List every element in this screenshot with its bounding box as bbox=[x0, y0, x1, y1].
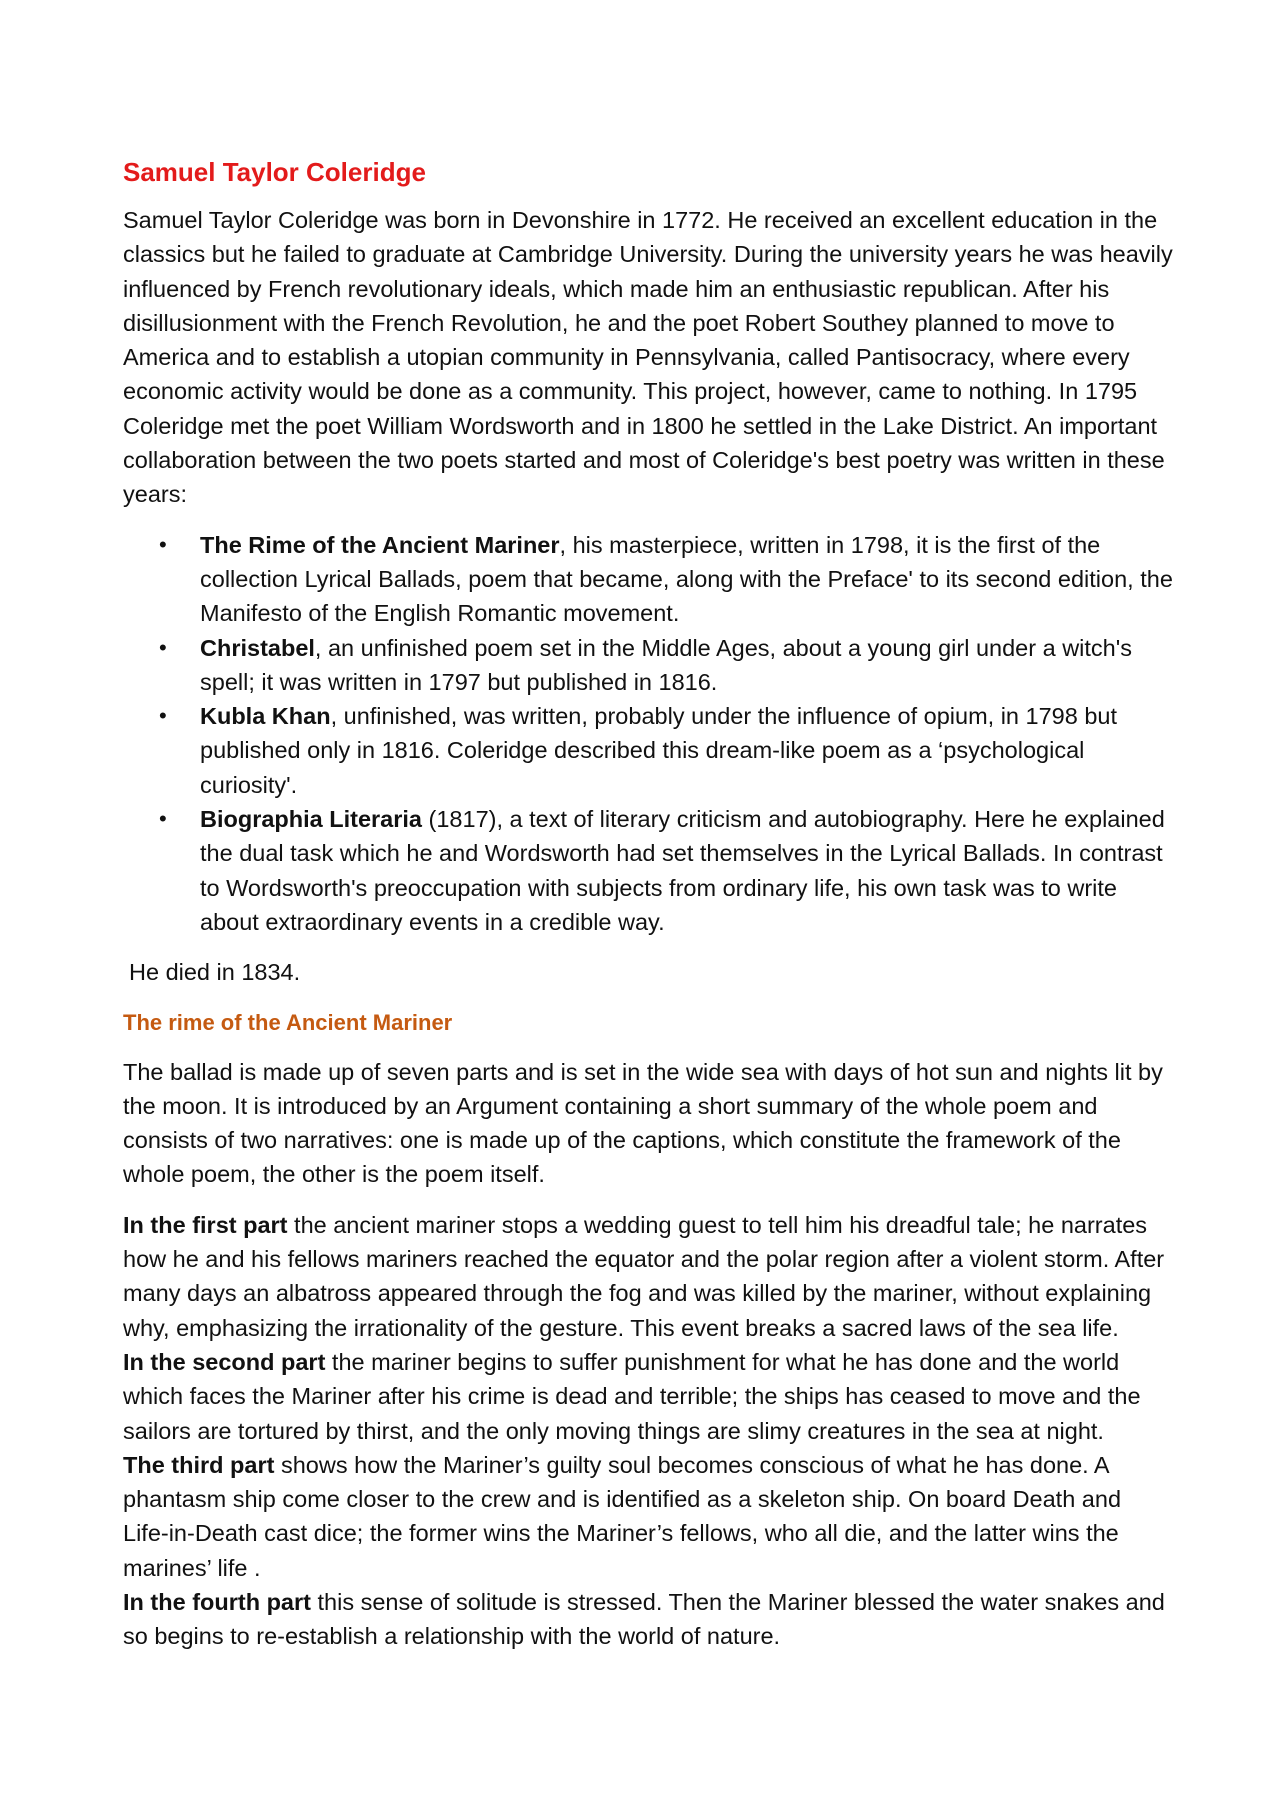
part-text: shows how the Mariner’s guilty soul becomes conscious of what he has done. A phantasm ship come closer to the crew and is identified as a skeleton ship. On board Death and Life-in-Death cast dice; the former wins the Mariner’s fellows, who all die, and the latter wins the marines’ life . bbox=[123, 1451, 1122, 1581]
bullet-icon: • bbox=[159, 531, 167, 557]
works-list bbox=[123, 528, 1173, 940]
work-description: , unfinished, was written, probably under the influence of opium, in 1798 but published only in 1816. Coleridge described this dream-like poem as a ‘psychological curiosity'. bbox=[200, 703, 1117, 798]
list-item bbox=[123, 802, 1173, 939]
parts-section bbox=[123, 1208, 1173, 1654]
list-item bbox=[123, 528, 1173, 631]
bullet-icon: • bbox=[159, 634, 167, 660]
bullet-icon: • bbox=[159, 806, 167, 832]
document-page bbox=[123, 154, 1173, 1654]
part-text: the mariner begins to suffer punishment for what he has done and the world which faces the Mariner after his crime is dead and terrible; the ships has ceased to move and the sailors are tortured by thirst, and the only moving things are slimy creatures in the sea at night. bbox=[123, 1348, 1141, 1444]
part-label: In the fourth part bbox=[123, 1588, 311, 1615]
intro-paragraph: Samuel Taylor Coleridge was born in Devonshire in 1772. He received an excellent education in the classics but he failed to graduate at Cambridge University. During the university years he was heavily influenced by French revolutionary ideals, which made him an enthusiastic republican. After his disillusionment with the French Revolution, he and the poet Robert Southey planned to move to America and to establish a utopian community in Pennsylvania, called Pantisocracy, where every economic activity would be done as a community. This project, however, came to nothing. In 1795 Coleridge met the poet William Wordsworth and in 1800 he settled in the Lake District. An important collaboration between the two poets started and most of Coleridge's best poetry was written in these years: bbox=[123, 207, 1173, 508]
part-label: The third part bbox=[123, 1451, 275, 1478]
bullet-icon: • bbox=[159, 703, 167, 729]
page-title: Samuel Taylor Coleridge bbox=[123, 157, 426, 187]
part-paragraph bbox=[123, 1448, 1173, 1585]
list-item bbox=[123, 631, 1173, 700]
work-description: (1817), a text of literary criticism and autobiography. Here he explained the dual task which he and Wordsworth had set themselves in the Lyrical Ballads. In contrast to Wordsworth's preoccupation with subjects from ordinary life, his own task was to write about extraordinary events in a credible way. bbox=[200, 806, 1165, 935]
work-title: Christabel bbox=[200, 634, 315, 661]
work-title: Kubla Khan bbox=[200, 703, 331, 730]
part-label: In the first part bbox=[123, 1211, 288, 1238]
part-text: this sense of solitude is stressed. Then the Mariner blessed the water snakes and so begins to re-establish a relationship with the world of nature. bbox=[123, 1588, 1165, 1650]
work-description: , an unfinished poem set in the Middle Ages, about a young girl under a witch's spell; it was written in 1797 but published in 1816. bbox=[200, 634, 1132, 695]
work-title: Biographia Literaria bbox=[200, 806, 422, 833]
part-label: In the second part bbox=[123, 1348, 326, 1375]
list-item bbox=[123, 699, 1173, 802]
ballad-intro-paragraph: The ballad is made up of seven parts and is set in the wide sea with days of hot sun and nights lit by the moon. It is introduced by an Argument containing a short summary of the whole poem and consists of two narratives: one is made up of the captions, which constitute the framework of the whole poem, the other is the poem itself. bbox=[123, 1058, 1163, 1188]
death-line: He died in 1834. bbox=[129, 959, 301, 986]
part-paragraph bbox=[123, 1345, 1173, 1448]
section-heading: The rime of the Ancient Mariner bbox=[123, 1009, 453, 1035]
part-text: the ancient mariner stops a wedding guest to tell him his dreadful tale; he narrates how he and his fellows mariners reached the equator and the polar region after a violent storm. After many days an albatross appeared through the fog and was killed by the mariner, without explaining why, emphasizing the irrationality of the gesture. This event breaks a sacred laws of the sea life. bbox=[123, 1211, 1165, 1341]
part-paragraph bbox=[123, 1208, 1173, 1345]
work-description: , his masterpiece, written in 1798, it is the first of the collection Lyrical Ballads, poem that became, along with the Preface' to its second edition, the Manifesto of the English Romantic movement. bbox=[200, 531, 1173, 627]
part-paragraph bbox=[123, 1585, 1173, 1654]
work-title: The Rime of the Ancient Mariner bbox=[200, 531, 560, 558]
